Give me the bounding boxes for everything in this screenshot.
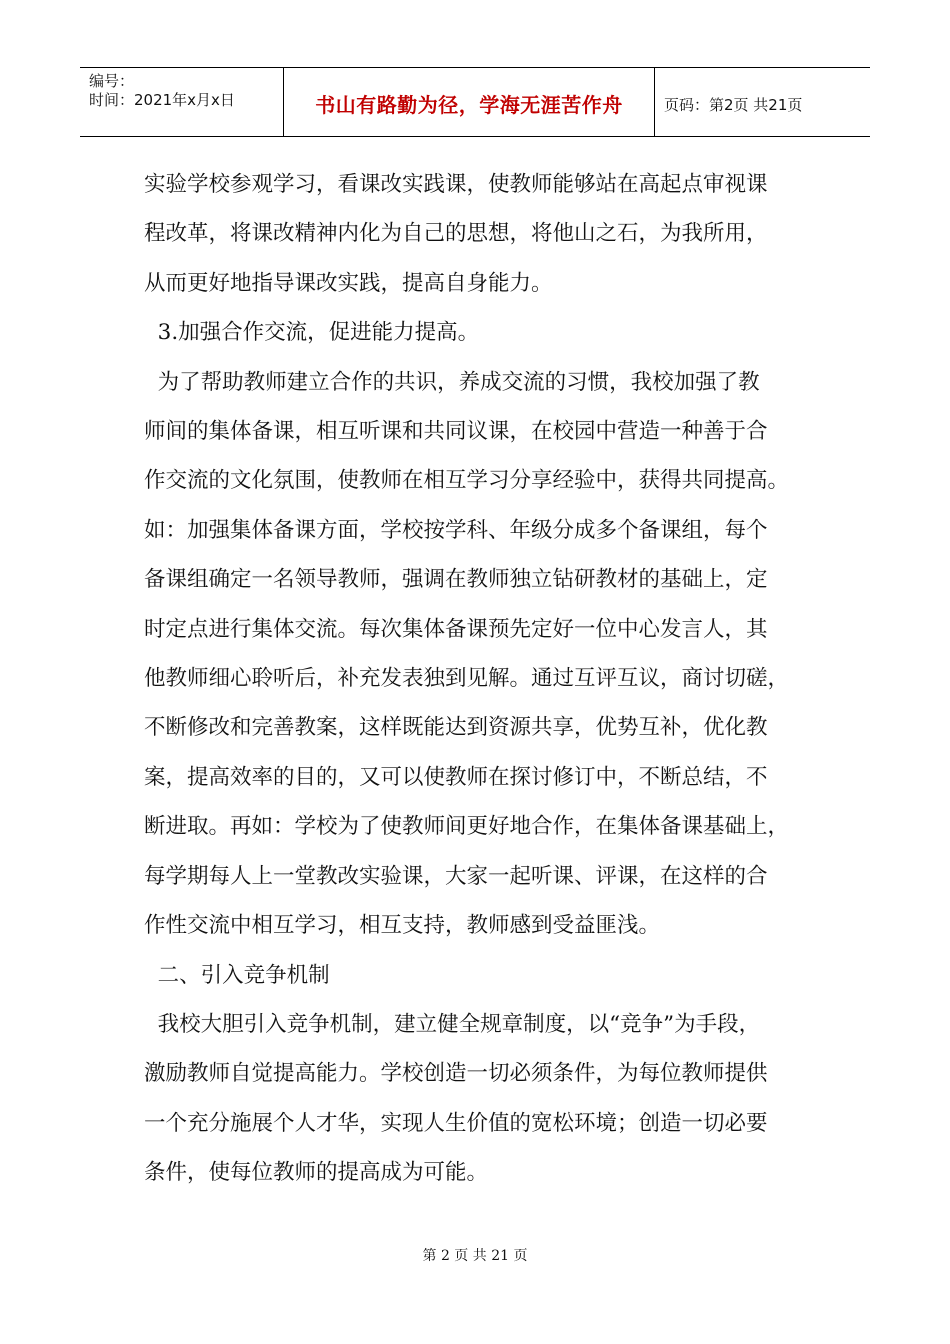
body-line: 一个充分施展个人才华，实现人生价值的宽松环境；创造一切必要: [144, 1110, 768, 1136]
body-line: 他教师细心聆听后，补充发表独到见解。通过互评互议，商讨切磋，: [144, 666, 790, 692]
body-line: 作性交流中相互学习，相互支持，教师感到受益匪浅。: [144, 913, 661, 939]
header-motto-cell: [284, 68, 654, 136]
body-line: 备课组确定一名领导教师，强调在教师独立钻研教材的基础上，定: [144, 567, 768, 593]
footer-page-number: 第 2 页 共 21 页: [422, 1248, 528, 1264]
body-line: 时定点进行集体交流。每次集体备课预先定好一位中心发言人，其: [144, 616, 768, 642]
document-body: [144, 160, 824, 1198]
date-line: 时间：2021年x月x日: [89, 91, 235, 109]
body-line: 为了帮助教师建立合作的共识，养成交流的习惯，我校加强了教: [144, 369, 760, 395]
page-info: 页码：第2页 共21页: [664, 95, 803, 114]
body-line: 条件，使每位教师的提高成为可能。: [144, 1160, 489, 1186]
body-line: 断进取。再如：学校为了使教师间更好地合作，在集体备课基础上，: [144, 814, 790, 840]
section-heading: 二、引入竞争机制: [144, 962, 330, 988]
header-meta: [80, 68, 283, 136]
motto: 书山有路勤为径，学海无涯苦作舟: [315, 92, 623, 117]
body-line: 实验学校参观学习，看课改实践课，使教师能够站在高起点审视课: [144, 172, 768, 197]
body-line: 不断修改和完善教案，这样既能达到资源共享，优势互补，优化教: [144, 715, 768, 741]
body-line: 如：加强集体备课方面，学校按学科、年级分成多个备课组，每个: [144, 517, 768, 543]
body-line: 案，提高效率的目的，又可以使教师在探讨修订中，不断总结，不: [144, 764, 768, 790]
body-line: 师间的集体备课，相互听课和共同议课，在校园中营造一种善于合: [144, 419, 768, 445]
section-heading: 3.加强合作交流，促进能力提高。: [144, 320, 480, 346]
page-footer: [0, 1245, 950, 1265]
body-line: 我校大胆引入竞争机制，建立健全规章制度，以“竞争”为手段，: [144, 1011, 761, 1037]
body-line: 作交流的文化氛围，使教师在相互学习分享经验中，获得共同提高。: [144, 468, 790, 494]
body-line: 程改革，将课改精神内化为自己的思想，将他山之石，为我所用，: [144, 221, 768, 247]
header-page-cell: [655, 68, 870, 136]
page-header: [80, 67, 870, 137]
body-line: 激励教师自觉提高能力。学校创造一切必须条件，为每位教师提供: [144, 1061, 768, 1087]
body-line: 从而更好地指导课改实践，提高自身能力。: [144, 270, 553, 296]
body-line: 每学期每人上一堂教改实验课，大家一起听课、评课，在这样的合: [144, 863, 768, 889]
serial-label: 编号：: [89, 72, 135, 90]
